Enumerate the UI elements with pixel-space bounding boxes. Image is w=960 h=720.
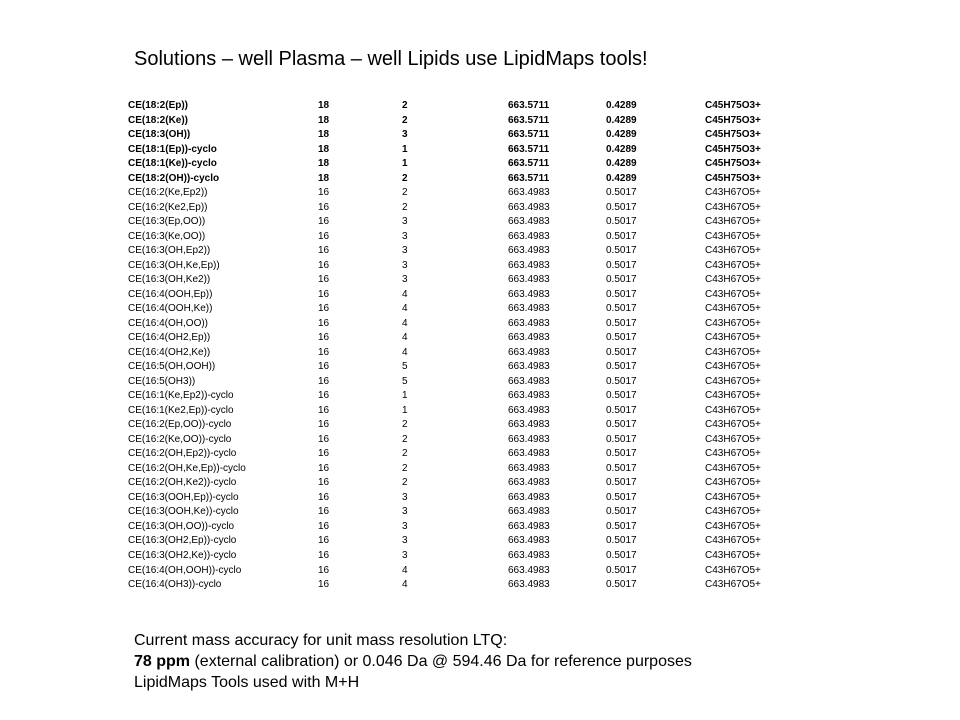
carbon-count-cell: 16 — [318, 346, 330, 358]
formula-cell: C43H67O5+ — [705, 535, 761, 547]
fraction-cell: 0.5017 — [606, 564, 637, 576]
fraction-cell: 0.5017 — [606, 535, 637, 547]
double-bond-cell: 1 — [402, 158, 408, 170]
mass-cell: 663.4983 — [508, 230, 550, 242]
fraction-cell: 0.5017 — [606, 245, 637, 257]
formula-cell: C43H67O5+ — [705, 433, 761, 445]
fraction-cell: 0.5017 — [606, 274, 637, 286]
carbon-count-cell: 16 — [318, 448, 330, 460]
lipid-name-cell: CE(16:2(Ke2,Ep)) — [128, 201, 208, 213]
mass-cell: 663.4983 — [508, 506, 550, 518]
mass-cell: 663.4983 — [508, 419, 550, 431]
lipid-name-cell: CE(16:3(OH2,Ke))-cyclo — [128, 549, 237, 561]
carbon-count-cell: 16 — [318, 245, 330, 257]
lipid-name-cell: CE(16:2(OH,Ep2))-cyclo — [128, 448, 237, 460]
mass-cell: 663.4983 — [508, 535, 550, 547]
double-bond-cell: 3 — [402, 506, 408, 518]
lipid-name-cell: CE(16:1(Ke2,Ep))-cyclo — [128, 404, 234, 416]
mass-cell: 663.4983 — [508, 245, 550, 257]
double-bond-cell: 1 — [402, 390, 408, 402]
fraction-cell: 0.5017 — [606, 216, 637, 228]
double-bond-cell: 3 — [402, 535, 408, 547]
carbon-count-cell: 16 — [318, 564, 330, 576]
lipid-name-cell: CE(16:3(OH2,Ep))-cyclo — [128, 535, 237, 547]
mass-cell: 663.5711 — [508, 114, 550, 126]
fraction-cell: 0.4289 — [606, 143, 637, 155]
carbon-count-cell: 16 — [318, 433, 330, 445]
mass-cell: 663.4983 — [508, 332, 550, 344]
carbon-count-cell: 16 — [318, 549, 330, 561]
fraction-cell: 0.4289 — [606, 114, 637, 126]
formula-cell: C43H67O5+ — [705, 390, 761, 402]
double-bond-cell: 3 — [402, 520, 408, 532]
footer-ppm-value: 78 ppm — [134, 653, 191, 670]
double-bond-cell: 4 — [402, 332, 408, 344]
carbon-count-cell: 16 — [318, 230, 330, 242]
fraction-cell: 0.4289 — [606, 100, 637, 111]
fraction-cell: 0.5017 — [606, 448, 637, 460]
double-bond-cell: 5 — [402, 361, 408, 373]
lipid-name-cell: CE(18:3(OH)) — [128, 129, 191, 141]
mass-cell: 663.4983 — [508, 491, 550, 503]
carbon-count-cell: 16 — [318, 419, 330, 431]
carbon-count-cell: 18 — [318, 100, 330, 111]
formula-cell: C43H67O5+ — [705, 404, 761, 416]
slide-title: Solutions – well Plasma – well Lipids use LipidMaps tools! — [134, 48, 648, 70]
double-bond-cell: 4 — [402, 317, 408, 329]
fraction-cell: 0.5017 — [606, 390, 637, 402]
lipid-name-cell: CE(16:2(Ep,OO))-cyclo — [128, 419, 232, 431]
carbon-count-cell: 18 — [318, 114, 330, 126]
lipid-name-cell: CE(18:2(Ep)) — [128, 100, 189, 111]
formula-cell: C43H67O5+ — [705, 520, 761, 532]
lipid-name-cell: CE(16:2(Ke,OO))-cyclo — [128, 433, 232, 445]
mass-cell: 663.4983 — [508, 346, 550, 358]
carbon-count-cell: 18 — [318, 158, 330, 170]
carbon-count-cell: 16 — [318, 303, 330, 315]
fraction-cell: 0.5017 — [606, 404, 637, 416]
carbon-count-cell: 16 — [318, 520, 330, 532]
lipid-name-cell: CE(18:2(Ke)) — [128, 114, 189, 126]
mass-cell: 663.4983 — [508, 259, 550, 271]
carbon-count-cell: 16 — [318, 361, 330, 373]
lipid-name-cell: CE(16:4(OH2,Ep)) — [128, 332, 211, 344]
double-bond-cell: 2 — [402, 433, 408, 445]
carbon-count-cell: 18 — [318, 129, 330, 141]
mass-cell: 663.4983 — [508, 477, 550, 489]
footer-notes — [134, 630, 692, 693]
lipid-name-cell: CE(16:1(Ke,Ep2))-cyclo — [128, 390, 234, 402]
double-bond-cell: 2 — [402, 114, 408, 126]
fraction-cell: 0.5017 — [606, 346, 637, 358]
formula-cell: C43H67O5+ — [705, 564, 761, 576]
lipid-name-cell: CE(18:1(Ke))-cyclo — [128, 158, 217, 170]
double-bond-cell: 2 — [402, 187, 408, 199]
lipid-name-cell: CE(16:4(OH,OOH))-cyclo — [128, 564, 242, 576]
formula-cell: C43H67O5+ — [705, 216, 761, 228]
formula-cell: C43H67O5+ — [705, 274, 761, 286]
formula-cell: C43H67O5+ — [705, 579, 761, 591]
formula-cell: C43H67O5+ — [705, 491, 761, 503]
formula-cell: C43H67O5+ — [705, 245, 761, 257]
mass-cell: 663.4983 — [508, 187, 550, 199]
double-bond-cell: 3 — [402, 245, 408, 257]
double-bond-cell: 3 — [402, 129, 408, 141]
fraction-cell: 0.5017 — [606, 433, 637, 445]
lipid-name-cell: CE(16:4(OH,OO)) — [128, 317, 209, 329]
lipid-name-cell: CE(16:2(Ke,Ep2)) — [128, 187, 208, 199]
carbon-count-cell: 16 — [318, 288, 330, 300]
double-bond-cell: 2 — [402, 477, 408, 489]
double-bond-cell: 3 — [402, 216, 408, 228]
fraction-cell: 0.5017 — [606, 477, 637, 489]
mass-cell: 663.4983 — [508, 317, 550, 329]
formula-cell: C45H75O3+ — [705, 129, 761, 141]
mass-cell: 663.4983 — [508, 433, 550, 445]
fraction-cell: 0.5017 — [606, 201, 637, 213]
double-bond-cell: 1 — [402, 143, 408, 155]
formula-cell: C43H67O5+ — [705, 477, 761, 489]
lipid-name-cell: CE(18:1(Ep))-cyclo — [128, 143, 217, 155]
carbon-count-cell: 16 — [318, 317, 330, 329]
footer-line-1: Current mass accuracy for unit mass resolution LTQ: — [134, 632, 508, 649]
lipid-name-cell: CE(16:4(OH3))-cyclo — [128, 579, 222, 591]
fraction-cell: 0.4289 — [606, 158, 637, 170]
double-bond-cell: 1 — [402, 404, 408, 416]
fraction-cell: 0.5017 — [606, 549, 637, 561]
mass-cell: 663.5711 — [508, 172, 550, 184]
formula-cell: C43H67O5+ — [705, 187, 761, 199]
mass-cell: 663.4983 — [508, 288, 550, 300]
fraction-cell: 0.5017 — [606, 506, 637, 518]
formula-cell: C43H67O5+ — [705, 462, 761, 474]
fraction-cell: 0.5017 — [606, 317, 637, 329]
fraction-cell: 0.5017 — [606, 187, 637, 199]
formula-cell: C45H75O3+ — [705, 143, 761, 155]
mass-cell: 663.4983 — [508, 549, 550, 561]
mass-cell: 663.4983 — [508, 361, 550, 373]
carbon-count-cell: 16 — [318, 259, 330, 271]
footer-line-2 — [134, 651, 692, 672]
carbon-count-cell: 16 — [318, 375, 330, 387]
mass-cell: 663.4983 — [508, 274, 550, 286]
formula-cell: C43H67O5+ — [705, 259, 761, 271]
carbon-count-cell: 16 — [318, 477, 330, 489]
formula-cell: C43H67O5+ — [705, 201, 761, 213]
lipid-name-cell: CE(16:5(OH3)) — [128, 375, 196, 387]
lipid-name-cell: CE(16:4(OH2,Ke)) — [128, 346, 211, 358]
formula-cell: C43H67O5+ — [705, 448, 761, 460]
lipid-name-cell: CE(16:5(OH,OOH)) — [128, 361, 216, 373]
mass-cell: 663.4983 — [508, 579, 550, 591]
lipid-name-cell: CE(16:4(OOH,Ke)) — [128, 303, 213, 315]
formula-cell: C45H75O3+ — [705, 100, 761, 111]
carbon-count-cell: 18 — [318, 172, 330, 184]
mass-cell: 663.4983 — [508, 448, 550, 460]
lipid-name-cell: CE(18:2(OH))-cyclo — [128, 172, 220, 184]
lipid-name-cell: CE(16:3(OOH,Ep))-cyclo — [128, 491, 239, 503]
mass-cell: 663.4983 — [508, 390, 550, 402]
mass-cell: 663.5711 — [508, 143, 550, 155]
lipid-name-cell: CE(16:3(OH,Ep2)) — [128, 245, 211, 257]
double-bond-cell: 3 — [402, 274, 408, 286]
formula-cell: C43H67O5+ — [705, 303, 761, 315]
mass-cell: 663.5711 — [508, 158, 550, 170]
lipid-name-cell: CE(16:3(OH,Ke,Ep)) — [128, 259, 220, 271]
double-bond-cell: 3 — [402, 259, 408, 271]
fraction-cell: 0.5017 — [606, 259, 637, 271]
lipid-name-cell: CE(16:3(OH,Ke2)) — [128, 274, 211, 286]
carbon-count-cell: 16 — [318, 332, 330, 344]
carbon-count-cell: 16 — [318, 390, 330, 402]
mass-cell: 663.5711 — [508, 129, 550, 141]
fraction-cell: 0.5017 — [606, 361, 637, 373]
formula-cell: C43H67O5+ — [705, 230, 761, 242]
carbon-count-cell: 16 — [318, 579, 330, 591]
carbon-count-cell: 16 — [318, 535, 330, 547]
double-bond-cell: 4 — [402, 346, 408, 358]
double-bond-cell: 2 — [402, 201, 408, 213]
double-bond-cell: 4 — [402, 303, 408, 315]
double-bond-cell: 4 — [402, 579, 408, 591]
double-bond-cell: 2 — [402, 448, 408, 460]
double-bond-cell: 4 — [402, 288, 408, 300]
lipid-name-cell: CE(16:3(Ep,OO)) — [128, 216, 206, 228]
lipid-name-cell: CE(16:4(OOH,Ep)) — [128, 288, 213, 300]
fraction-cell: 0.5017 — [606, 375, 637, 387]
fraction-cell: 0.5017 — [606, 303, 637, 315]
fraction-cell: 0.5017 — [606, 332, 637, 344]
formula-cell: C43H67O5+ — [705, 419, 761, 431]
formula-cell: C45H75O3+ — [705, 172, 761, 184]
footer-line-3: LipidMaps Tools used with M+H — [134, 674, 360, 691]
double-bond-cell: 2 — [402, 100, 408, 111]
mass-cell: 663.4983 — [508, 216, 550, 228]
formula-cell: C45H75O3+ — [705, 114, 761, 126]
mass-cell: 663.5711 — [508, 100, 550, 111]
formula-cell: C43H67O5+ — [705, 506, 761, 518]
double-bond-cell: 2 — [402, 172, 408, 184]
mass-cell: 663.4983 — [508, 404, 550, 416]
fraction-cell: 0.5017 — [606, 288, 637, 300]
carbon-count-cell: 16 — [318, 506, 330, 518]
footer-line-2-rest: (external calibration) or 0.046 Da @ 594.46 Da for reference purposes — [190, 653, 692, 670]
mass-cell: 663.4983 — [508, 520, 550, 532]
mass-cell: 663.4983 — [508, 462, 550, 474]
carbon-count-cell: 16 — [318, 216, 330, 228]
lipid-name-cell: CE(16:2(OH,Ke,Ep))-cyclo — [128, 462, 246, 474]
formula-cell: C45H75O3+ — [705, 158, 761, 170]
lipid-name-cell: CE(16:3(Ke,OO)) — [128, 230, 206, 242]
mass-cell: 663.4983 — [508, 564, 550, 576]
carbon-count-cell: 16 — [318, 187, 330, 199]
carbon-count-cell: 16 — [318, 462, 330, 474]
mass-cell: 663.4983 — [508, 303, 550, 315]
formula-cell: C43H67O5+ — [705, 549, 761, 561]
fraction-cell: 0.4289 — [606, 172, 637, 184]
double-bond-cell: 3 — [402, 230, 408, 242]
double-bond-cell: 4 — [402, 564, 408, 576]
fraction-cell: 0.4289 — [606, 129, 637, 141]
fraction-cell: 0.5017 — [606, 419, 637, 431]
lipid-name-cell: CE(16:3(OH,OO))-cyclo — [128, 520, 235, 532]
mass-cell: 663.4983 — [508, 375, 550, 387]
carbon-count-cell: 16 — [318, 491, 330, 503]
carbon-count-cell: 16 — [318, 274, 330, 286]
fraction-cell: 0.5017 — [606, 491, 637, 503]
formula-cell: C43H67O5+ — [705, 361, 761, 373]
double-bond-cell: 2 — [402, 462, 408, 474]
formula-cell: C43H67O5+ — [705, 375, 761, 387]
double-bond-cell: 2 — [402, 419, 408, 431]
lipid-name-cell: CE(16:2(OH,Ke2))-cyclo — [128, 477, 237, 489]
fraction-cell: 0.5017 — [606, 462, 637, 474]
carbon-count-cell: 16 — [318, 404, 330, 416]
formula-cell: C43H67O5+ — [705, 332, 761, 344]
carbon-count-cell: 16 — [318, 201, 330, 213]
carbon-count-cell: 18 — [318, 143, 330, 155]
mass-cell: 663.4983 — [508, 201, 550, 213]
fraction-cell: 0.5017 — [606, 520, 637, 532]
fraction-cell: 0.5017 — [606, 579, 637, 591]
double-bond-cell: 3 — [402, 491, 408, 503]
formula-cell: C43H67O5+ — [705, 346, 761, 358]
formula-cell: C43H67O5+ — [705, 288, 761, 300]
double-bond-cell: 3 — [402, 549, 408, 561]
formula-cell: C43H67O5+ — [705, 317, 761, 329]
fraction-cell: 0.5017 — [606, 230, 637, 242]
double-bond-cell: 5 — [402, 375, 408, 387]
lipid-name-cell: CE(16:3(OOH,Ke))-cyclo — [128, 506, 239, 518]
